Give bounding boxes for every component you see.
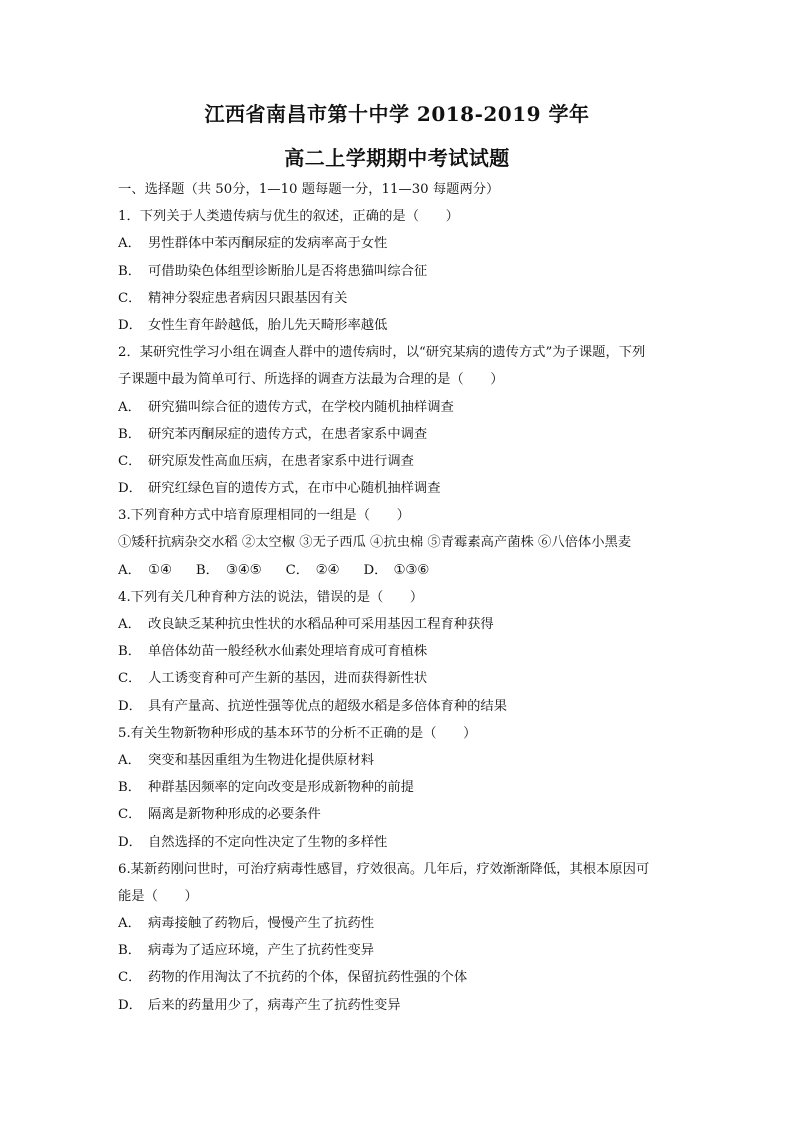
question-1 [118, 203, 688, 339]
option-d [118, 992, 688, 1019]
option-text: 研究猫叫综合征的遗传方式，在学校内随机抽样调查 [148, 399, 454, 415]
option-text: 后来的药量用少了，病毒产生了抗药性变异 [148, 997, 401, 1013]
document-title-line-2: 高二上学期期中考试试题 [284, 146, 510, 170]
question-stem-continued: 能是（ ） [118, 888, 198, 904]
option-text: 自然选择的不定向性决定了生物的多样性 [148, 834, 388, 850]
option-text: 种群基因频率的定向改变是形成新物种的前提 [148, 780, 414, 796]
option-letter: A． [118, 236, 141, 252]
option-b [118, 638, 688, 665]
option-text: 改良缺乏某种抗虫性状的水稻品种可采用基因工程育种获得 [148, 617, 494, 632]
option-letter: C． [118, 970, 142, 986]
option-b [118, 258, 688, 285]
option-letter: B． [118, 780, 142, 796]
option-letter: A． [118, 399, 141, 415]
option-a [118, 230, 688, 257]
choice-c [286, 557, 340, 584]
question-5 [118, 720, 688, 856]
option-letter: C． [118, 671, 142, 687]
option-text: 药物的作用淘汰了不抗药的个体，保留抗药性强的个体 [148, 970, 468, 986]
option-d [118, 475, 688, 502]
option-d [118, 312, 688, 339]
option-letter: B． [118, 263, 142, 279]
option-letter: A． [118, 617, 141, 632]
option-letter: C． [118, 290, 142, 306]
option-text: 病毒接触了药物后，慢慢产生了抗药性 [148, 916, 375, 932]
option-b [118, 421, 688, 448]
option-a [118, 747, 688, 774]
option-text: ①④ [148, 562, 172, 578]
option-letter: A． [118, 752, 141, 768]
option-text: 具有产量高、抗逆性强等优点的超级水稻是多倍体育种的结果 [148, 698, 508, 714]
option-text: 人工诱变育种可产生新的基因，进而获得新性状 [148, 671, 428, 687]
option-c [118, 665, 688, 692]
question-2 [118, 339, 688, 502]
option-text: 突变和基因重组为生物进化提供原材料 [148, 752, 375, 768]
choice-d [363, 557, 429, 584]
option-d [118, 693, 688, 720]
option-letter: C． [118, 807, 142, 823]
question-6 [118, 856, 688, 1019]
document-title-line-1: 江西省南昌市第十中学 2018-2019 学年 [204, 102, 590, 126]
option-a [118, 611, 688, 638]
question-stem: 4.下列有关几种育种方法的说法，错误的是（ ） [118, 589, 424, 605]
choice-b [196, 557, 262, 584]
option-letter: A． [118, 562, 141, 578]
option-c [118, 801, 688, 828]
option-c [118, 964, 688, 991]
inline-choices [118, 557, 688, 584]
option-letter: B． [195, 562, 219, 578]
option-text: 单倍体幼苗一般经秋水仙素处理培育成可育植株 [148, 644, 428, 660]
option-letter: C． [118, 453, 142, 469]
option-letter: D． [118, 317, 142, 333]
option-text: 男性群体中苯丙酮尿症的发病率高于女性 [148, 236, 388, 252]
option-c [118, 285, 688, 312]
option-text: ②④ [315, 562, 340, 578]
choice-a [118, 557, 172, 584]
option-text: 研究苯丙酮尿症的遗传方式，在患者家系中调查 [148, 426, 428, 442]
option-a [118, 394, 688, 421]
option-text: 病毒为了适应环境，产生了抗药性变异 [148, 943, 375, 959]
option-d [118, 829, 688, 856]
option-letter: D． [118, 698, 142, 714]
question-stem-continued: 子课题中最为简单可行、所选择的调查方法最为合理的是（ ） [118, 372, 504, 388]
option-a [118, 910, 688, 937]
question-stem: 1．下列关于人类遗传病与优生的叙述，正确的是（ ） [118, 209, 459, 225]
exam-content [118, 176, 688, 1019]
question-items: ①矮秆抗病杂交水稻 ②太空椒 ③无子西瓜 ④抗虫棉 ⑤青霉素高产菌株 ⑥八倍体小黑麦 [118, 535, 632, 551]
option-text: 可借助染色体组型诊断胎儿是否将患猫叫综合征 [148, 263, 428, 279]
question-stem: 5.有关生物新物种形成的基本环节的分析不正确的是（ ） [118, 725, 477, 741]
option-text: 女性生育年龄越低，胎儿先天畸形率越低 [148, 317, 388, 333]
question-3 [118, 502, 688, 584]
section-heading: 一、选择题（共 50分，1—10 题每题一分，11—30 每题两分） [118, 182, 500, 197]
option-text: ③④⑤ [225, 562, 262, 578]
option-letter: D． [118, 481, 142, 497]
option-letter: C． [285, 562, 310, 578]
option-letter: D． [118, 834, 142, 850]
option-text: ①③⑥ [393, 562, 430, 578]
option-text: 隔离是新物种形成的必要条件 [148, 807, 321, 823]
option-letter: B． [118, 943, 142, 959]
question-stem: 3.下列育种方式中培育原理相同的一组是（ ） [118, 508, 410, 524]
option-text: 研究原发性高血压病，在患者家系中进行调查 [148, 453, 414, 469]
option-c [118, 448, 688, 475]
option-b [118, 937, 688, 964]
option-letter: B． [118, 644, 142, 660]
question-4 [118, 584, 688, 720]
option-letter: D． [118, 997, 142, 1013]
option-b [118, 774, 688, 801]
option-text: 精神分裂症患者病因只跟基因有关 [148, 290, 348, 306]
option-letter: B． [118, 426, 142, 442]
option-letter: A． [118, 916, 141, 932]
option-text: 研究红绿色盲的遗传方式，在市中心随机抽样调查 [148, 481, 441, 497]
option-letter: D． [363, 562, 388, 578]
question-stem: 2．某研究性学习小组在调查人群中的遗传病时，以“研究某病的遗传方式”为子课题，下列 [118, 345, 646, 361]
question-stem: 6.某新药刚问世时，可治疗病毒性感冒，疗效很高。几年后，疗效渐渐降低，其根本原因可 [118, 861, 650, 877]
